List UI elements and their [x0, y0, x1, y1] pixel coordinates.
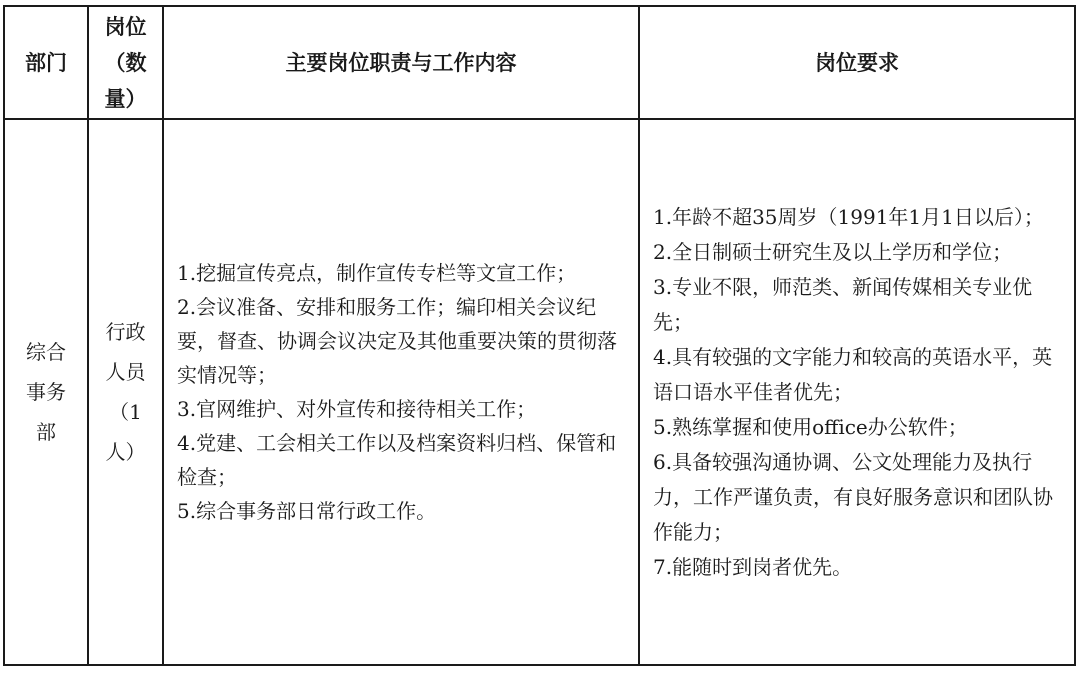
requirement-item: 7.能随时到岗者优先。 — [653, 554, 853, 579]
duty-item: 5.综合事务部日常行政工作。 — [177, 499, 437, 523]
position-cell — [88, 119, 163, 665]
position-line: 行政 — [105, 320, 146, 344]
duty-item: 1.挖掘宣传亮点，制作宣传专栏等文宣工作； — [177, 261, 577, 285]
requirement-item: 3.专业不限，师范类、新闻传媒相关专业优先； — [653, 274, 1033, 334]
requirements-cell — [639, 119, 1075, 665]
department-line: 综合 — [26, 340, 66, 364]
table-row — [4, 119, 1075, 665]
header-duties: 主要岗位职责与工作内容 — [163, 6, 639, 119]
header-department: 部门 — [4, 6, 88, 119]
position-line: 人） — [105, 440, 146, 464]
header-position — [88, 6, 163, 119]
requirement-item: 5.熟练掌握和使用office办公软件； — [653, 414, 968, 439]
department-cell — [4, 119, 88, 665]
position-line: 人员 — [105, 360, 146, 384]
header-position-line: 岗位 — [104, 13, 147, 39]
requirement-item: 2.全日制硕士研究生及以上学历和学位； — [653, 239, 1013, 264]
duties-cell — [163, 119, 639, 665]
header-requirements: 岗位要求 — [639, 6, 1075, 119]
department-line: 事务 — [26, 380, 66, 404]
requirement-item: 6.具备较强沟通协调、公文处理能力及执行力，工作严谨负责，有良好服务意识和团队协作能力； — [653, 449, 1053, 544]
job-table — [3, 5, 1076, 666]
requirement-item: 4.具有较强的文字能力和较高的英语水平，英语口语水平佳者优先； — [653, 344, 1053, 404]
header-position-line: （数 — [104, 49, 147, 75]
table-header-row — [4, 6, 1075, 119]
requirement-item: 1.年龄不超35周岁（1991年1月1日以后）； — [653, 204, 1044, 229]
duty-item: 2.会议准备、安排和服务工作；编印相关会议纪要，督查、协调会议决定及其他重要决策的贯彻落实情况等； — [177, 295, 617, 387]
header-position-line: 量） — [104, 85, 147, 111]
department-line: 部 — [36, 420, 56, 444]
duty-item: 3.官网维护、对外宣传和接待相关工作； — [177, 397, 537, 421]
duty-item: 4.党建、工会相关工作以及档案资料归档、保管和检查； — [177, 431, 617, 489]
position-line: （1 — [109, 400, 142, 424]
